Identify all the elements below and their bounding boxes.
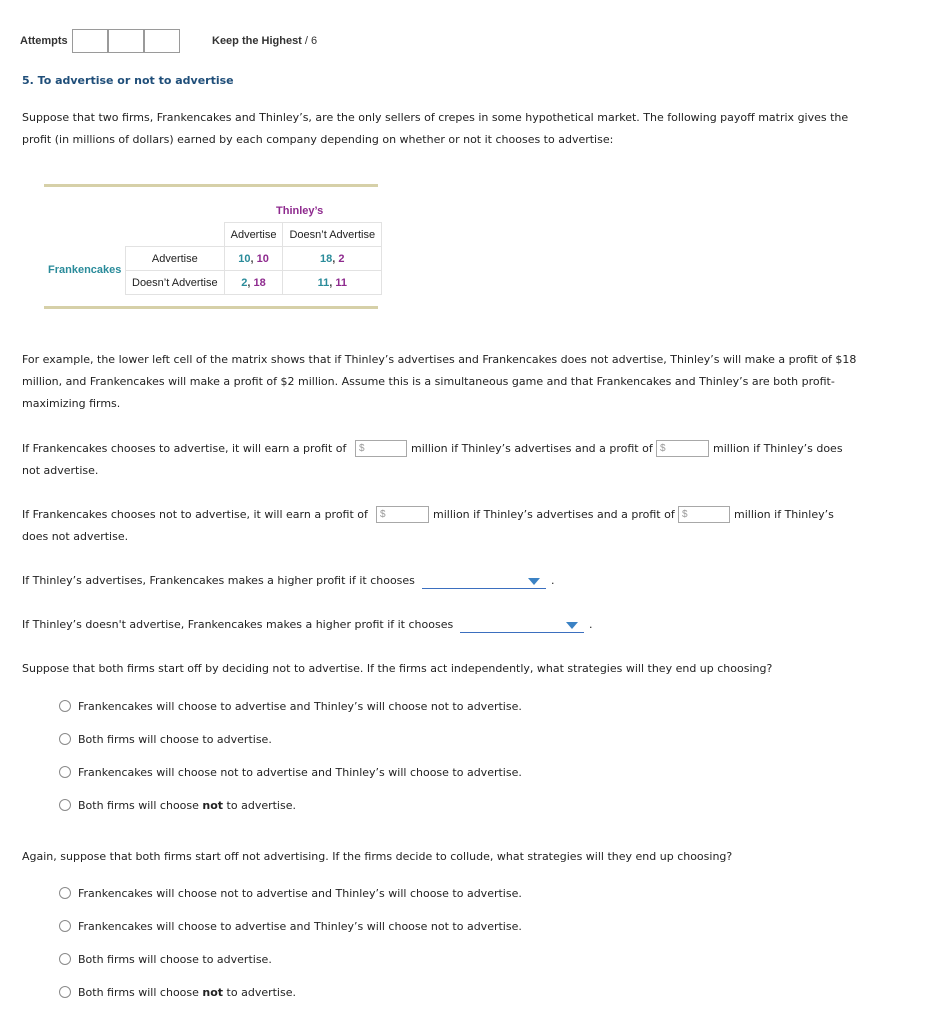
col-header-doesnt-advertise: Doesn’t Advertise <box>283 223 382 247</box>
drop2-select[interactable] <box>460 618 584 633</box>
payoff-cell: 18, 2 <box>283 247 382 271</box>
question-title: 5. To advertise or not to advertise <box>22 74 234 87</box>
fill2-profit-input-2[interactable] <box>678 506 730 523</box>
example-line-3: maximizing firms. <box>22 397 121 410</box>
chevron-down-icon <box>566 622 578 629</box>
row-header-advertise: Advertise <box>126 247 225 271</box>
collude-prompt: Again, suppose that both firms start off not advertising. If the firms decide to collude, what strategies will they end up choosing? <box>22 850 733 863</box>
keep-highest-text: Keep the Highest <box>212 35 302 47</box>
column-player-label: Thinley’s <box>276 205 324 217</box>
attempt-box-2 <box>108 29 144 53</box>
collude-option-1-label[interactable]: Frankencakes will choose not to advertise and Thinley’s will choose to advertise. <box>78 887 522 900</box>
independent-prompt: Suppose that both firms start off by deciding not to advertise. If the firms act independently, what strategies will they end up choosing? <box>22 662 773 675</box>
attempt-box-3 <box>144 29 180 53</box>
matrix-bottom-rule <box>44 306 378 309</box>
matrix-row-advertise <box>126 247 382 271</box>
collude-option-1-radio[interactable] <box>59 887 71 899</box>
example-line-1: For example, the lower left cell of the matrix shows that if Thinley’s advertises and Frankencakes does not advertise, Thinley’s will make a profit of $18 <box>22 353 857 366</box>
fill1-text-1: If Frankencakes chooses to advertise, it will earn a profit of <box>22 442 347 455</box>
drop1-text: If Thinley’s advertises, Frankencakes makes a higher profit if it chooses <box>22 574 415 587</box>
fill1-text-2: million if Thinley’s advertises and a profit of <box>411 442 653 455</box>
fill2-text-3: million if Thinley’s <box>734 508 834 521</box>
intro-line-2: profit (in millions of dollars) earned by each company depending on whether or not it chooses to advertise: <box>22 133 614 146</box>
payoff-cell: 10, 10 <box>224 247 283 271</box>
attempts-label: Attempts <box>20 35 68 47</box>
independent-option-4-radio[interactable] <box>59 799 71 811</box>
drop2-period: . <box>589 618 593 631</box>
independent-option-2-label[interactable]: Both firms will choose to advertise. <box>78 733 272 746</box>
example-line-2: million, and Frankencakes will make a profit of $2 million. Assume this is a simultaneous game and that Frankencakes and Thinley’s are both profit- <box>22 375 835 388</box>
matrix-top-rule <box>44 184 378 187</box>
payoff-matrix <box>125 222 382 295</box>
chevron-down-icon <box>528 578 540 585</box>
collude-option-4-label[interactable]: Both firms will choose not to advertise. <box>78 986 296 999</box>
collude-option-2-label[interactable]: Frankencakes will choose to advertise and Thinley’s will choose not to advertise. <box>78 920 522 933</box>
collude-option-3-label[interactable]: Both firms will choose to advertise. <box>78 953 272 966</box>
collude-option-3-radio[interactable] <box>59 953 71 965</box>
col-header-advertise: Advertise <box>224 223 283 247</box>
dollar-prefix: $ <box>660 443 666 454</box>
matrix-row-doesnt-advertise <box>126 271 382 295</box>
payoff-cell: 2, 18 <box>224 271 283 295</box>
fill1-text-4: not advertise. <box>22 464 99 477</box>
row-player-label: Frankencakes <box>48 264 122 276</box>
payoff-cell: 11, 11 <box>283 271 382 295</box>
attempt-box-1 <box>72 29 108 53</box>
row-header-doesnt-advertise: Doesn’t Advertise <box>126 271 225 295</box>
independent-option-2-radio[interactable] <box>59 733 71 745</box>
fill2-profit-input-1[interactable] <box>376 506 429 523</box>
dollar-prefix: $ <box>380 509 386 520</box>
keep-highest-label <box>212 35 317 47</box>
independent-option-1-label[interactable]: Frankencakes will choose to advertise and Thinley’s will choose not to advertise. <box>78 700 522 713</box>
question-intro <box>22 107 902 151</box>
keep-highest-fraction: / 6 <box>304 35 318 47</box>
fill1-text-3: million if Thinley’s does <box>713 442 843 455</box>
independent-option-4-label[interactable]: Both firms will choose not to advertise. <box>78 799 296 812</box>
example-paragraph <box>22 349 902 415</box>
dollar-prefix: $ <box>682 509 688 520</box>
drop2-text: If Thinley’s doesn't advertise, Frankencakes makes a higher profit if it chooses <box>22 618 454 631</box>
independent-option-1-radio[interactable] <box>59 700 71 712</box>
drop1-period: . <box>551 574 555 587</box>
dollar-prefix: $ <box>359 443 365 454</box>
fill2-text-4: does not advertise. <box>22 530 129 543</box>
collude-option-4-radio[interactable] <box>59 986 71 998</box>
fill2-text-1: If Frankencakes chooses not to advertise, it will earn a profit of <box>22 508 368 521</box>
fill2-text-2: million if Thinley’s advertises and a profit of <box>433 508 675 521</box>
drop1-select[interactable] <box>422 574 546 589</box>
collude-option-2-radio[interactable] <box>59 920 71 932</box>
independent-option-3-radio[interactable] <box>59 766 71 778</box>
fill1-profit-input-2[interactable] <box>656 440 709 457</box>
matrix-header-row <box>126 223 382 247</box>
independent-option-3-label[interactable]: Frankencakes will choose not to advertise and Thinley’s will choose to advertise. <box>78 766 522 779</box>
fill1-profit-input-1[interactable] <box>355 440 407 457</box>
intro-line-1: Suppose that two firms, Frankencakes and Thinley’s, are the only sellers of crepes in some hypothetical market. The following payoff matrix gives the <box>22 111 849 124</box>
